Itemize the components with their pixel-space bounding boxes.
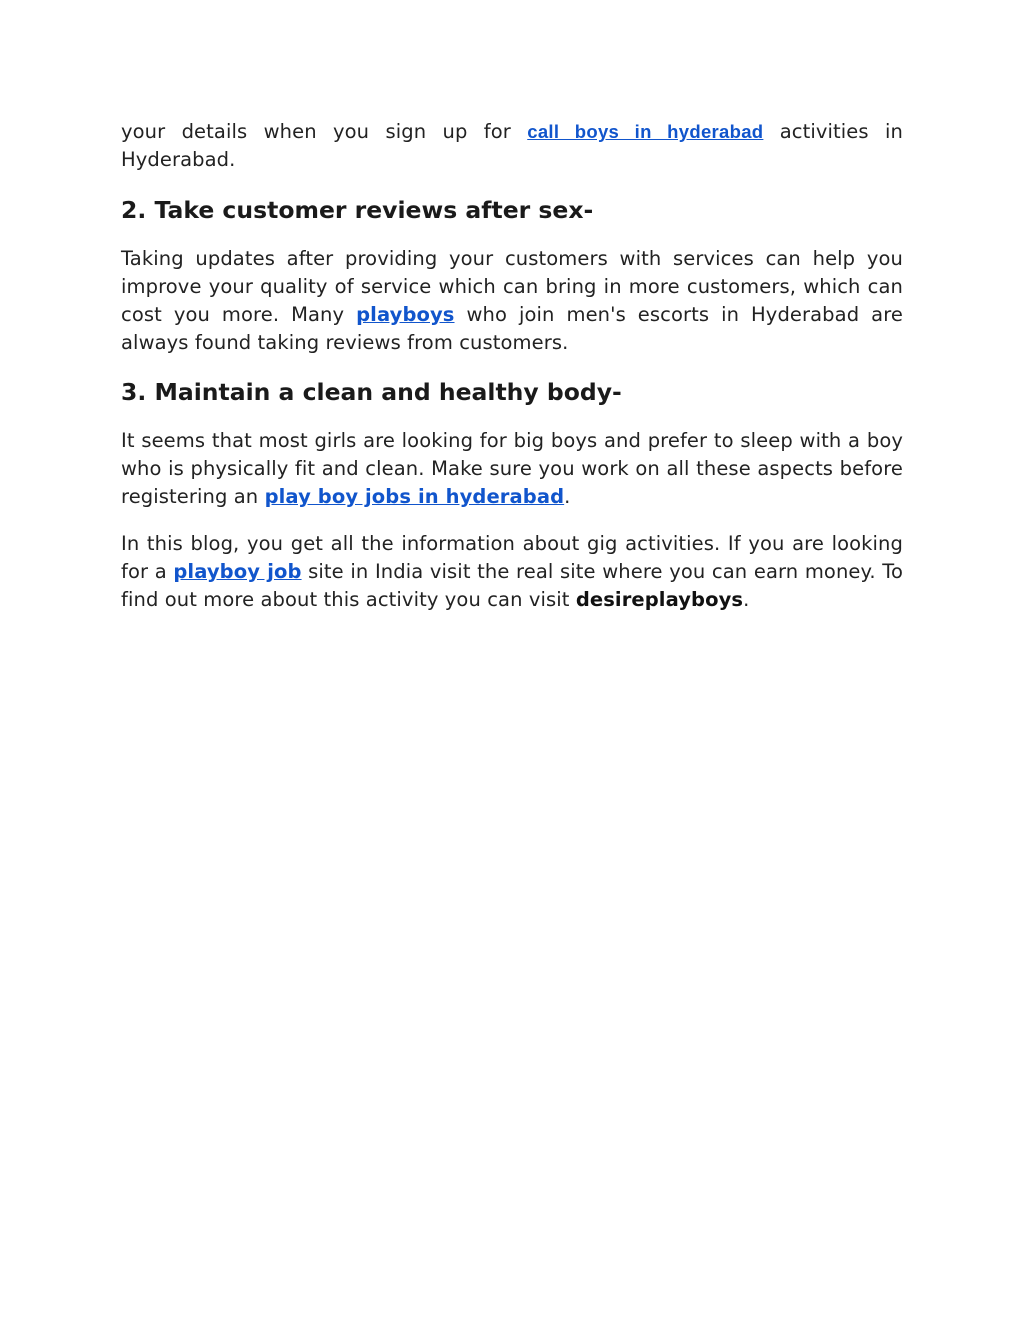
paragraph-intro — [121, 118, 903, 174]
paragraph-text: It seems that most girls are looking for big boys and prefer to sleep with a boy who is physically fit and clean. Make sure you work on all these aspects before registering an — [121, 429, 903, 508]
paragraph-text: Taking updates after providing your customers with services can help you improve your quality of service which can bring in more customers, which can cost you more. Many — [121, 247, 903, 326]
call-boys-hyderabad-link[interactable]: call boys in hyderabad — [527, 121, 764, 142]
paragraph-text: activities in Hyderabad. — [121, 120, 903, 171]
paragraph-text: In this blog, you get all the information about gig activities. If you are looking for a — [121, 532, 903, 583]
paragraph-text: site in India visit the real site where you can earn money. To find out more about this activity you can visit — [121, 560, 903, 611]
playboys-link[interactable]: playboys — [356, 303, 455, 326]
paragraph-text: . — [743, 588, 750, 611]
paragraph-text: . — [564, 485, 571, 508]
brand-name: desireplayboys — [575, 588, 744, 611]
paragraph-reviews — [121, 245, 903, 357]
paragraph-conclusion — [121, 530, 903, 614]
section-heading-reviews: 2. Take customer reviews after sex- — [121, 196, 594, 224]
document-page — [121, 118, 903, 614]
paragraph-text: who join men's escorts in Hyderabad are always found taking reviews from customers. — [121, 303, 903, 354]
paragraph-healthy-body — [121, 427, 903, 511]
play-boy-jobs-link[interactable]: play boy jobs in hyderabad — [264, 485, 565, 508]
playboy-job-link[interactable]: playboy job — [173, 560, 302, 583]
section-heading-healthy-body: 3. Maintain a clean and healthy body- — [121, 378, 622, 406]
paragraph-text: your details when you sign up for — [121, 120, 528, 143]
